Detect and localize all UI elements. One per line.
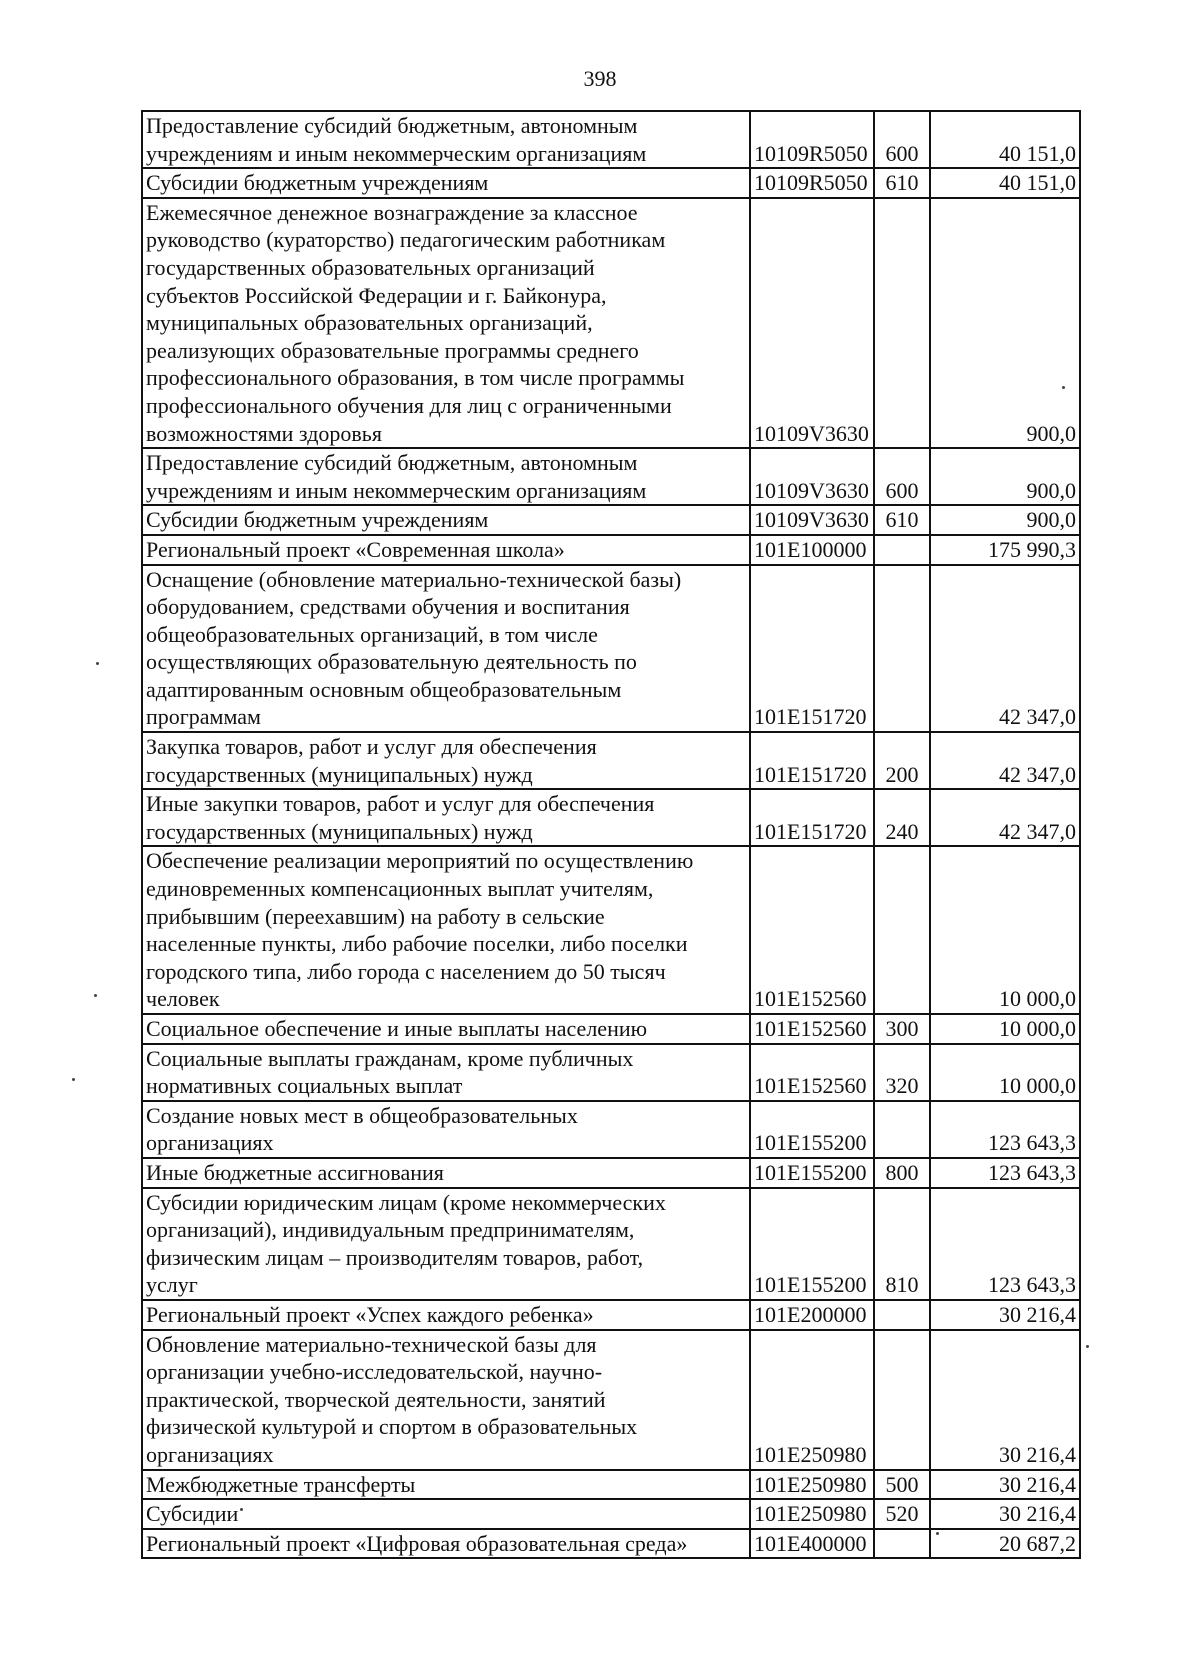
- row-code-cell: 101E250980: [750, 1470, 874, 1500]
- row-code-cell: 10109R5050: [750, 168, 874, 198]
- table-row: [142, 1188, 1080, 1300]
- row-type-cell: 610: [874, 168, 930, 198]
- row-name-cell: Региональный проект «Цифровая образовательная среда»: [142, 1529, 750, 1559]
- row-amount-cell: 10 000,0: [930, 846, 1080, 1014]
- row-amount-cell: 42 347,0: [930, 789, 1080, 846]
- row-code-cell: 101E152560: [750, 1014, 874, 1044]
- scan-speck: [240, 1508, 243, 1511]
- row-name-cell: Субсидии бюджетным учреждениям: [142, 168, 750, 198]
- row-code-cell: 10109V3630: [750, 198, 874, 448]
- row-name-cell: Предоставление субсидий бюджетным, автономным учреждениям и иным некоммерческим организациям: [142, 448, 750, 505]
- row-code-cell: 101E152560: [750, 846, 874, 1014]
- row-type-cell: 500: [874, 1470, 930, 1500]
- scan-speck: [936, 1532, 939, 1535]
- table-row: [142, 1470, 1080, 1500]
- row-code-cell: 101E200000: [750, 1300, 874, 1330]
- row-type-cell: 200: [874, 732, 930, 789]
- row-amount-cell: 900,0: [930, 198, 1080, 448]
- table-row: [142, 198, 1080, 448]
- scan-speck: [1062, 386, 1065, 389]
- table-row: [142, 1101, 1080, 1158]
- row-amount-cell: 20 687,2: [930, 1529, 1080, 1559]
- row-type-cell: 520: [874, 1499, 930, 1529]
- row-name-cell: Субсидии бюджетным учреждениям: [142, 505, 750, 535]
- row-code-cell: 101E151720: [750, 732, 874, 789]
- row-amount-cell: 30 216,4: [930, 1300, 1080, 1330]
- table-row: [142, 565, 1080, 733]
- row-type-cell: 240: [874, 789, 930, 846]
- row-code-cell: 10109R5050: [750, 111, 874, 168]
- row-type-cell: [874, 535, 930, 565]
- row-type-cell: [874, 1330, 930, 1470]
- scan-speck: [94, 994, 97, 997]
- table-row: [142, 448, 1080, 505]
- row-code-cell: 101E151720: [750, 789, 874, 846]
- row-type-cell: 610: [874, 505, 930, 535]
- row-type-cell: 600: [874, 111, 930, 168]
- row-amount-cell: 40 151,0: [930, 111, 1080, 168]
- row-amount-cell: 42 347,0: [930, 565, 1080, 733]
- row-name-cell: Оснащение (обновление материально-технической базы) оборудованием, средствами обучения и воспитания общеобразовательных организаций, в том числе осуществляющих образовательную деятельность по адаптированным основным общеобразовательным программам: [142, 565, 750, 733]
- row-name-cell: Субсидии: [142, 1499, 750, 1529]
- row-code-cell: 101E151720: [750, 565, 874, 733]
- scan-speck: [72, 1078, 75, 1081]
- row-name-cell: Закупка товаров, работ и услуг для обеспечения государственных (муниципальных) нужд: [142, 732, 750, 789]
- row-code-cell: 101E155200: [750, 1158, 874, 1188]
- row-amount-cell: 42 347,0: [930, 732, 1080, 789]
- table-row: [142, 732, 1080, 789]
- row-amount-cell: 10 000,0: [930, 1044, 1080, 1101]
- row-code-cell: 101E155200: [750, 1188, 874, 1300]
- row-name-cell: Обновление материально-технической базы для организации учебно-исследовательской, научно- практической, творческой деятельности, занятий физической культурой и спортом в образовательных организациях: [142, 1330, 750, 1470]
- row-code-cell: 101E152560: [750, 1044, 874, 1101]
- row-code-cell: 10109V3630: [750, 448, 874, 505]
- table-row: [142, 111, 1080, 168]
- row-type-cell: [874, 1300, 930, 1330]
- row-amount-cell: 900,0: [930, 448, 1080, 505]
- row-name-cell: Иные закупки товаров, работ и услуг для обеспечения государственных (муниципальных) нужд: [142, 789, 750, 846]
- row-code-cell: 10109V3630: [750, 505, 874, 535]
- row-amount-cell: 123 643,3: [930, 1101, 1080, 1158]
- row-code-cell: 101E250980: [750, 1499, 874, 1529]
- row-type-cell: 810: [874, 1188, 930, 1300]
- table-row: [142, 535, 1080, 565]
- row-name-cell: Иные бюджетные ассигнования: [142, 1158, 750, 1188]
- budget-table: [141, 110, 1081, 1559]
- table-row: [142, 1044, 1080, 1101]
- row-name-cell: Региональный проект «Успех каждого ребенка»: [142, 1300, 750, 1330]
- row-code-cell: 101E155200: [750, 1101, 874, 1158]
- row-name-cell: Социальное обеспечение и иные выплаты населению: [142, 1014, 750, 1044]
- row-type-cell: [874, 1101, 930, 1158]
- table-row: [142, 1014, 1080, 1044]
- row-amount-cell: 10 000,0: [930, 1014, 1080, 1044]
- table-row: [142, 1499, 1080, 1529]
- scan-speck: [96, 662, 99, 665]
- row-name-cell: Ежемесячное денежное вознаграждение за классное руководство (кураторство) педагогическим работникам государственных образовательных организаций субъектов Российской Федерации и г. Байконура, муниципальных образовательных организаций, реализующих образовательные программы среднего профессионального образования, в том числе программы профессионального обучения для лиц с ограниченными возможностями здоровья: [142, 198, 750, 448]
- row-name-cell: Обеспечение реализации мероприятий по осуществлению единовременных компенсационных выплат учителям, прибывшим (переехавшим) на работу в сельские населенные пункты, либо рабочие поселки, либо поселки городского типа, либо города с населением до 50 тысяч человек: [142, 846, 750, 1014]
- table-row: [142, 1300, 1080, 1330]
- row-name-cell: Социальные выплаты гражданам, кроме публичных нормативных социальных выплат: [142, 1044, 750, 1101]
- row-code-cell: 101E400000: [750, 1529, 874, 1559]
- row-name-cell: Создание новых мест в общеобразовательных организациях: [142, 1101, 750, 1158]
- row-type-cell: 320: [874, 1044, 930, 1101]
- row-amount-cell: 40 151,0: [930, 168, 1080, 198]
- row-type-cell: [874, 846, 930, 1014]
- row-name-cell: Региональный проект «Современная школа»: [142, 535, 750, 565]
- budget-table-body: [142, 111, 1080, 1558]
- row-name-cell: Предоставление субсидий бюджетным, автономным учреждениям и иным некоммерческим организациям: [142, 111, 750, 168]
- table-row: [142, 1158, 1080, 1188]
- row-type-cell: 300: [874, 1014, 930, 1044]
- row-type-cell: [874, 565, 930, 733]
- row-amount-cell: 30 216,4: [930, 1330, 1080, 1470]
- row-code-cell: 101E250980: [750, 1330, 874, 1470]
- row-type-cell: [874, 1529, 930, 1559]
- row-amount-cell: 30 216,4: [930, 1499, 1080, 1529]
- row-name-cell: Субсидии юридическим лицам (кроме некоммерческих организаций), индивидуальным предпринимателям, физическим лицам – производителям товаров, работ, услуг: [142, 1188, 750, 1300]
- row-type-cell: 800: [874, 1158, 930, 1188]
- table-row: [142, 1330, 1080, 1470]
- row-type-cell: 600: [874, 448, 930, 505]
- row-amount-cell: 123 643,3: [930, 1158, 1080, 1188]
- row-amount-cell: 175 990,3: [930, 535, 1080, 565]
- row-amount-cell: 123 643,3: [930, 1188, 1080, 1300]
- table-row: [142, 168, 1080, 198]
- table-row: [142, 1529, 1080, 1559]
- table-row: [142, 846, 1080, 1014]
- page-number: 398: [583, 66, 617, 91]
- row-amount-cell: 30 216,4: [930, 1470, 1080, 1500]
- scan-speck: [1086, 1345, 1089, 1348]
- row-amount-cell: 900,0: [930, 505, 1080, 535]
- row-type-cell: [874, 198, 930, 448]
- row-code-cell: 101E100000: [750, 535, 874, 565]
- table-row: [142, 505, 1080, 535]
- table-row: [142, 789, 1080, 846]
- row-name-cell: Межбюджетные трансферты: [142, 1470, 750, 1500]
